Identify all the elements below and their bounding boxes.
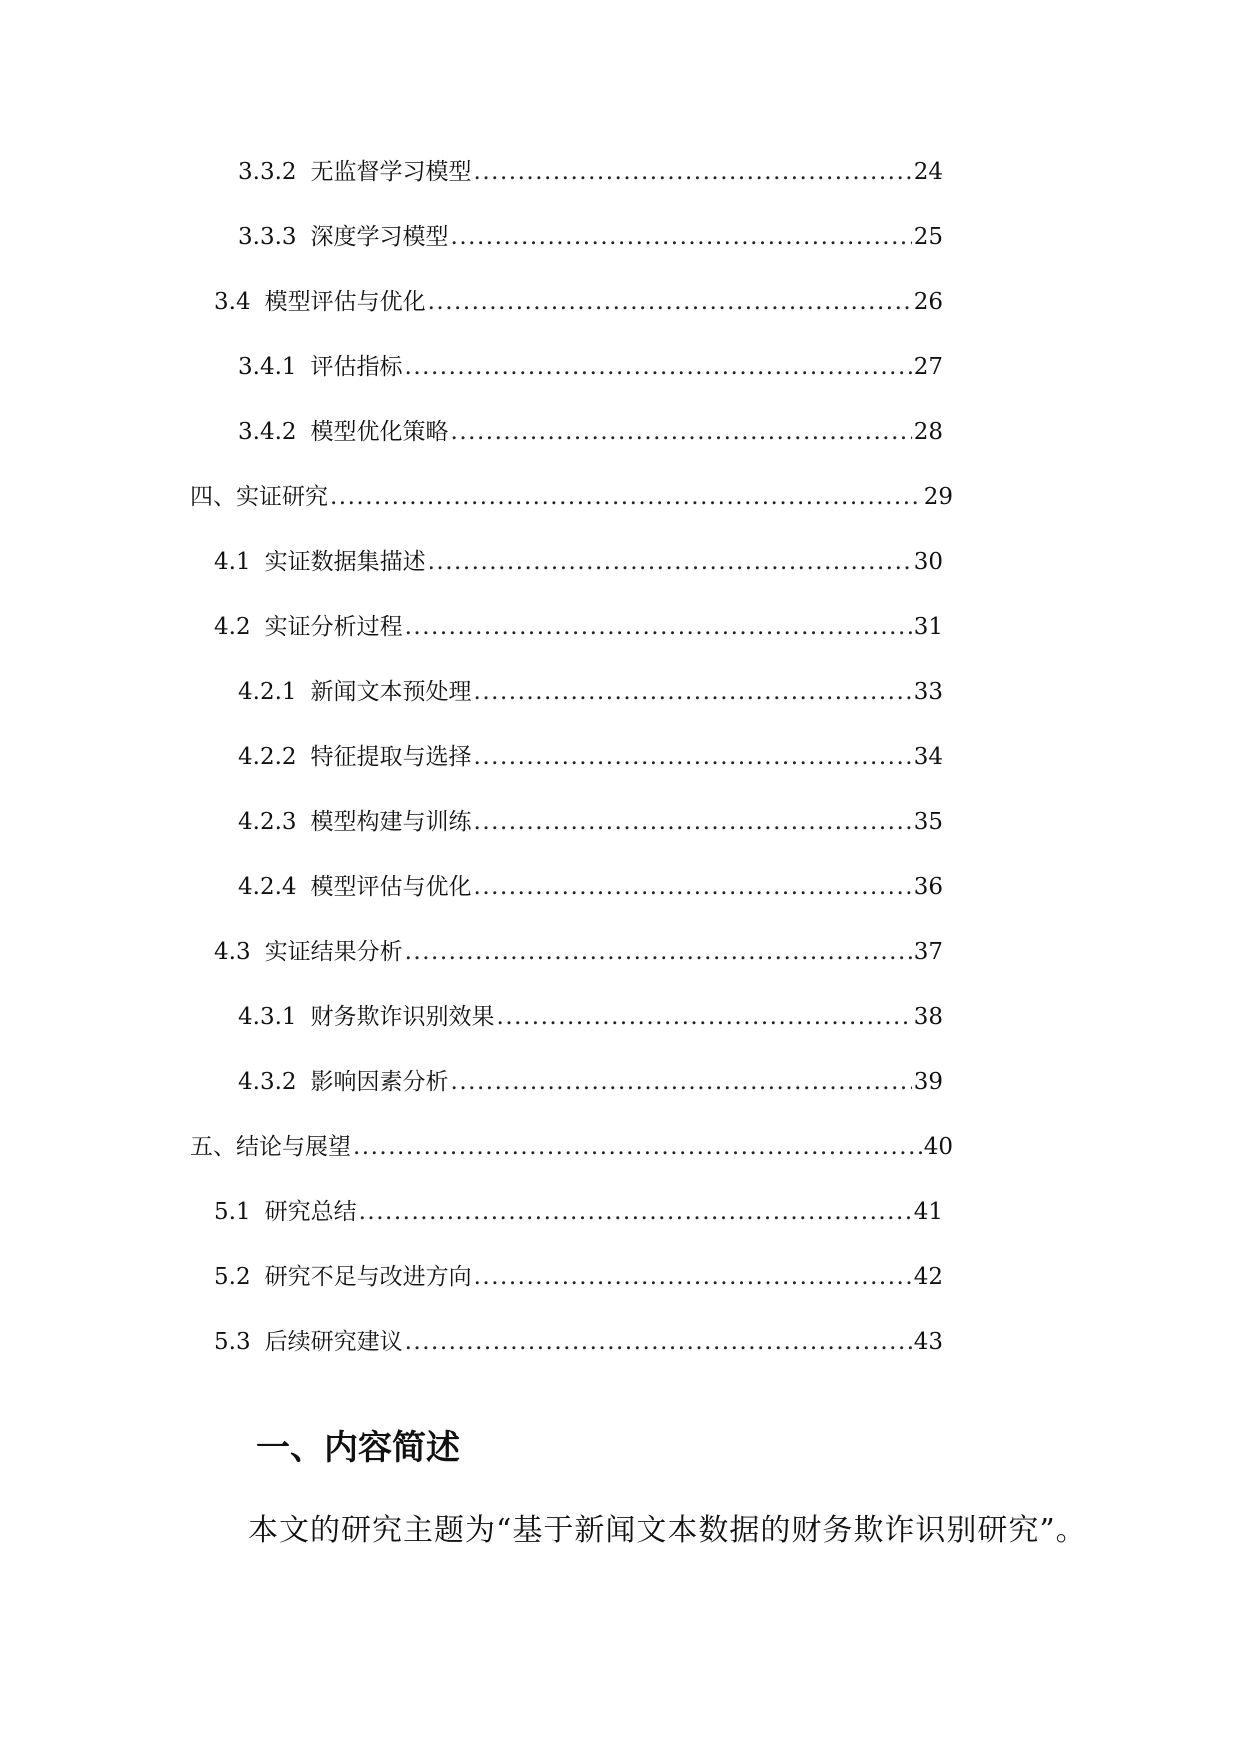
toc-entry[interactable] bbox=[214, 927, 943, 967]
toc-entry[interactable] bbox=[214, 277, 943, 317]
toc-entry-page: 38 bbox=[913, 1004, 943, 1030]
toc-entry-number: 3.4 bbox=[214, 289, 251, 315]
toc-entry-number: 4.2 bbox=[214, 614, 251, 640]
toc-entry[interactable] bbox=[238, 732, 943, 772]
toc-entry-number: 4.2.2 bbox=[238, 744, 297, 770]
toc-entry-title: 模型构建与训练 bbox=[310, 809, 472, 835]
toc-leader-dots bbox=[351, 1132, 922, 1162]
toc-entry[interactable] bbox=[238, 992, 943, 1032]
toc-entry[interactable] bbox=[238, 797, 943, 837]
toc-entry-title: 评估指标 bbox=[310, 354, 403, 380]
toc-entry[interactable] bbox=[238, 212, 943, 252]
toc-leader-dots bbox=[472, 742, 912, 772]
toc-entry[interactable] bbox=[238, 862, 943, 902]
toc-leader-dots bbox=[472, 677, 912, 707]
toc-entry-number: 五、 bbox=[190, 1134, 236, 1160]
toc-leader-dots bbox=[328, 482, 922, 512]
toc-entry-number: 4.3 bbox=[214, 939, 251, 965]
toc-leader-dots bbox=[472, 807, 912, 837]
toc-entry-title: 模型优化策略 bbox=[310, 419, 449, 445]
toc-entry-page: 26 bbox=[913, 289, 943, 315]
toc-leader-dots bbox=[426, 287, 912, 317]
toc-entry-number: 四、 bbox=[190, 484, 236, 510]
toc-entry-number: 3.4.2 bbox=[238, 419, 297, 445]
toc-leader-dots bbox=[495, 1002, 912, 1032]
toc-entry-title: 模型评估与优化 bbox=[310, 874, 472, 900]
toc-entry[interactable] bbox=[238, 667, 943, 707]
toc-entry-title: 新闻文本预处理 bbox=[310, 679, 472, 705]
toc-entry-title: 后续研究建议 bbox=[264, 1329, 403, 1355]
toc-entry-page: 29 bbox=[923, 484, 953, 510]
toc-leader-dots bbox=[357, 1197, 912, 1227]
toc-entry-number: 5.3 bbox=[214, 1329, 251, 1355]
toc-entry-title: 实证分析过程 bbox=[264, 614, 403, 640]
toc-leader-dots bbox=[472, 1262, 912, 1292]
toc-entry-number: 4.3.2 bbox=[238, 1069, 297, 1095]
toc-entry-page: 42 bbox=[913, 1264, 943, 1290]
toc-entry-number: 3.3.2 bbox=[238, 159, 297, 185]
toc-entry[interactable] bbox=[190, 1122, 953, 1162]
toc-entry-title: 实证结果分析 bbox=[264, 939, 403, 965]
toc-leader-dots bbox=[449, 222, 912, 252]
toc-entry[interactable] bbox=[238, 147, 943, 187]
toc-entry-title: 特征提取与选择 bbox=[310, 744, 472, 770]
toc-leader-dots bbox=[472, 157, 912, 187]
toc-entry-page: 39 bbox=[913, 1069, 943, 1095]
toc-leader-dots bbox=[403, 1327, 912, 1357]
toc-entry-page: 28 bbox=[913, 419, 943, 445]
toc-entry-number: 3.4.1 bbox=[238, 354, 297, 380]
toc-entry-title: 无监督学习模型 bbox=[310, 159, 472, 185]
toc-entry-title: 财务欺诈识别效果 bbox=[310, 1004, 495, 1030]
toc-entry-page: 37 bbox=[913, 939, 943, 965]
toc-leader-dots bbox=[403, 612, 912, 642]
toc-entry-number: 4.2.1 bbox=[238, 679, 297, 705]
toc-entry[interactable] bbox=[238, 407, 943, 447]
toc-entry[interactable] bbox=[238, 1057, 943, 1097]
toc-entry-number: 4.2.3 bbox=[238, 809, 297, 835]
toc-entry[interactable] bbox=[214, 602, 943, 642]
toc-entry-page: 30 bbox=[913, 549, 943, 575]
toc-entry-title: 深度学习模型 bbox=[310, 224, 449, 250]
section-heading: 一、内容简述 bbox=[256, 1428, 460, 1468]
body-paragraph: 本文的研究主题为“基于新闻文本数据的财务欺诈识别研究”。 bbox=[248, 1513, 1087, 1548]
toc-leader-dots bbox=[403, 352, 912, 382]
toc-entry-title: 影响因素分析 bbox=[310, 1069, 449, 1095]
toc-leader-dots bbox=[403, 937, 912, 967]
toc-entry-page: 41 bbox=[913, 1199, 943, 1225]
toc-entry-number: 3.3.3 bbox=[238, 224, 297, 250]
toc-leader-dots bbox=[449, 417, 912, 447]
toc-entry[interactable] bbox=[190, 472, 953, 512]
toc-entry[interactable] bbox=[214, 537, 943, 577]
toc-entry-title: 实证数据集描述 bbox=[264, 549, 426, 575]
toc-leader-dots bbox=[472, 872, 912, 902]
toc-entry-title: 实证研究 bbox=[236, 484, 328, 510]
toc-entry-number: 4.2.4 bbox=[238, 874, 297, 900]
toc-entry-page: 40 bbox=[923, 1134, 953, 1160]
toc-entry-title: 研究总结 bbox=[264, 1199, 357, 1225]
toc-entry-title: 研究不足与改进方向 bbox=[264, 1264, 472, 1290]
toc-entry-page: 25 bbox=[913, 224, 943, 250]
toc-entry-page: 27 bbox=[913, 354, 943, 380]
toc-entry-number: 5.2 bbox=[214, 1264, 251, 1290]
toc-entry-page: 43 bbox=[913, 1329, 943, 1355]
toc-entry-page: 35 bbox=[913, 809, 943, 835]
toc-entry[interactable] bbox=[214, 1252, 943, 1292]
toc-entry-page: 33 bbox=[913, 679, 943, 705]
toc-entry-page: 24 bbox=[913, 159, 943, 185]
toc-entry-number: 4.3.1 bbox=[238, 1004, 297, 1030]
toc-leader-dots bbox=[449, 1067, 912, 1097]
toc-entry-number: 5.1 bbox=[214, 1199, 251, 1225]
toc-entry-title: 结论与展望 bbox=[236, 1134, 351, 1160]
toc-entry[interactable] bbox=[238, 342, 943, 382]
toc-leader-dots bbox=[426, 547, 912, 577]
toc-entry-number: 4.1 bbox=[214, 549, 251, 575]
toc-entry[interactable] bbox=[214, 1187, 943, 1227]
toc-entry-title: 模型评估与优化 bbox=[264, 289, 426, 315]
toc-entry-page: 34 bbox=[913, 744, 943, 770]
toc-entry[interactable] bbox=[214, 1317, 943, 1357]
toc-entry-page: 36 bbox=[913, 874, 943, 900]
toc-entry-page: 31 bbox=[913, 614, 943, 640]
